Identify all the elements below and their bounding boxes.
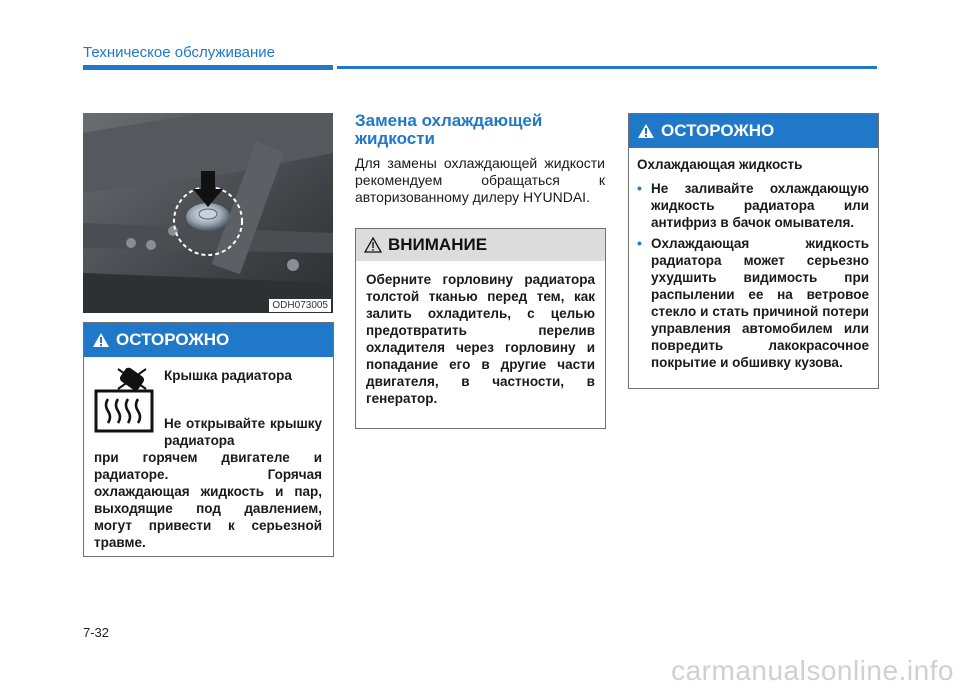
warning-text-rest: при горячем двигателе и радиаторе. Горячая охлаждающая жидкость и пар, выходящие под давлением, могут привести к серьезной травме. xyxy=(94,450,322,550)
header-rule-thin xyxy=(337,66,877,69)
section-heading: Замена охлаждающей жидкости xyxy=(355,111,543,148)
hot-radiator-icon xyxy=(94,367,154,433)
notice-heading: ВНИМАНИЕ xyxy=(388,235,488,254)
notice-text: Оберните горловину радиатора толстой тканью перед тем, как залить охладитель, с целью предотвратить перелив охладителя через горловину и попадание его в другие части двигателя, в частности, в генератор. xyxy=(366,272,595,406)
list-item: • Не заливайте охлаждающую жидкость радиатора или антифриз в бачок омывателя. xyxy=(637,180,869,231)
warning-title: Крышка радиатора xyxy=(164,368,292,383)
coolant-warning-heading: ОСТОРОЖНО xyxy=(661,121,775,140)
radiator-cap-warning xyxy=(83,322,334,557)
page-number: 7-32 xyxy=(83,625,110,640)
warning-triangle-icon xyxy=(92,332,110,348)
warning-text-short: Не открывайте крышку радиатора xyxy=(164,416,322,448)
watermark: carmanualsonline.info xyxy=(671,655,954,686)
section-paragraph: Для замены охлаждающей жидкости рекомендуем обращаться к авторизованному дилеру HYUNDAI. xyxy=(355,155,605,205)
warning-triangle-icon xyxy=(637,123,655,139)
coolant-warning-title: Охлаждающая жидкость xyxy=(637,157,803,172)
photo-code: ODH073005 xyxy=(269,299,331,312)
notice-header xyxy=(356,229,605,261)
coolant-warning xyxy=(628,113,879,389)
coolant-warning-header xyxy=(629,114,878,148)
warning-header xyxy=(84,323,333,357)
engine-photo xyxy=(83,113,333,313)
coolant-warning-list xyxy=(637,180,869,375)
warning-heading: ОСТОРОЖНО xyxy=(116,330,230,349)
header-rule-thick xyxy=(83,65,333,70)
radiator-cap-illustration xyxy=(83,113,333,313)
section-title: Техническое обслуживание xyxy=(83,44,275,61)
list-item: • Охлаждающая жидкость радиатора может серьезно ухудшить видимость при распылении ее на ветровое стекло и стать причиной потери управления автомобилем или повредить лакокрасочное покрытие и обшивку кузова. xyxy=(637,235,869,371)
notice-box xyxy=(355,228,606,429)
caution-triangle-icon xyxy=(364,237,382,253)
